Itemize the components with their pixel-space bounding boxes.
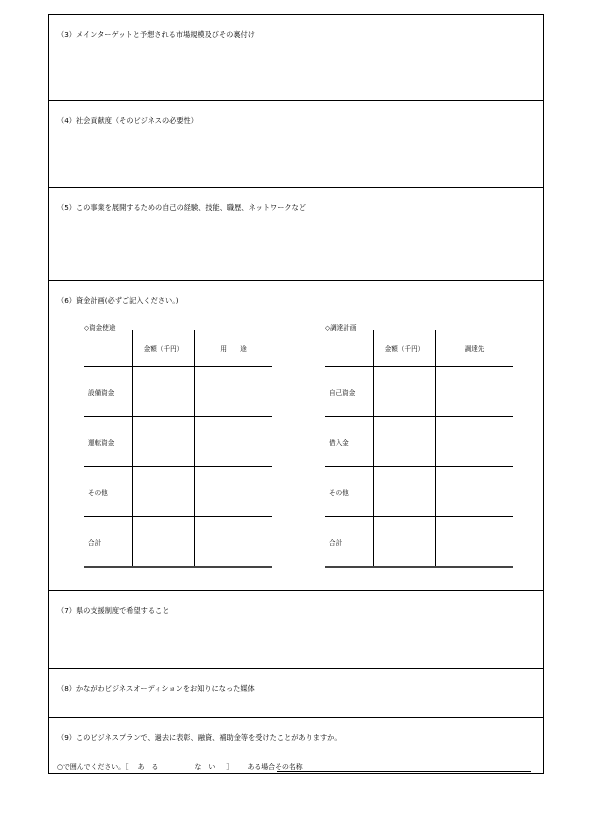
amount-cell[interactable] (133, 467, 195, 517)
section-experience (49, 188, 543, 281)
award-name-label: ある場合その名称 (247, 763, 303, 771)
section-heading: （3）メインターゲットと予想される市場規模及びその裏付け (57, 30, 255, 39)
section-heading: （9）このビジネスプランで、過去に表彰、融資、補助金等を受けたことがありますか。 (57, 733, 342, 742)
business-plan-form (48, 14, 544, 774)
amount-cell[interactable] (374, 417, 436, 467)
purpose-cell[interactable] (195, 517, 273, 568)
bracket-close: ］ (226, 763, 234, 771)
table-header-row (84, 330, 272, 367)
amount-cell[interactable] (374, 467, 436, 517)
table-row (325, 467, 513, 517)
option-no[interactable]: な い (194, 763, 216, 771)
row-label: 自己資金 (325, 367, 374, 417)
sources-caption: ◇調達計画 (325, 324, 357, 332)
table-row (325, 517, 513, 568)
table-row (84, 367, 272, 417)
purpose-cell[interactable] (195, 367, 273, 417)
section-media (49, 669, 543, 718)
section-past-awards (49, 718, 543, 775)
section-social-contribution (49, 101, 543, 188)
purpose-cell[interactable] (195, 417, 273, 467)
amount-cell[interactable] (133, 417, 195, 467)
fund-uses-table (84, 330, 272, 568)
purpose-header: 用 途 (195, 330, 273, 367)
section-heading: （4）社会貢献度（そのビジネスの必要性） (57, 116, 198, 125)
table-header-row (325, 330, 513, 367)
instruction-text: ○で囲んでください。［ (57, 763, 129, 771)
row-label: 合計 (84, 517, 133, 568)
amount-header: 金額（千円） (133, 330, 195, 367)
uses-caption: ◇資金使途 (84, 324, 116, 332)
row-label: その他 (84, 467, 133, 517)
answer-line (57, 761, 303, 771)
section-heading: （7）県の支援制度で希望すること (57, 606, 170, 615)
table-header-cell (84, 330, 133, 367)
section-market (49, 15, 543, 101)
source-cell[interactable] (436, 467, 514, 517)
amount-cell[interactable] (374, 517, 436, 568)
source-cell[interactable] (436, 417, 514, 467)
amount-cell[interactable] (133, 517, 195, 568)
source-cell[interactable] (436, 517, 514, 568)
amount-header: 金額（千円） (374, 330, 436, 367)
table-header-cell (325, 330, 374, 367)
table-row (84, 467, 272, 517)
award-name-field[interactable] (277, 771, 531, 772)
section-heading: （8）かながわビジネスオーディションをお知りになった媒体 (57, 684, 255, 693)
table-row (84, 517, 272, 568)
row-label: 設備資金 (84, 367, 133, 417)
row-label: 運転資金 (84, 417, 133, 467)
source-header: 調達先 (436, 330, 514, 367)
amount-cell[interactable] (374, 367, 436, 417)
table-row (325, 367, 513, 417)
section-funding-plan (49, 281, 543, 591)
section-support-wishes (49, 591, 543, 669)
option-yes[interactable]: あ る (137, 763, 159, 771)
purpose-cell[interactable] (195, 467, 273, 517)
table-row (325, 417, 513, 467)
table-row (84, 417, 272, 467)
source-cell[interactable] (436, 367, 514, 417)
row-label: その他 (325, 467, 374, 517)
amount-cell[interactable] (133, 367, 195, 417)
section-heading: （5）この事業を展開するための自己の経験、技能、職歴、ネットワークなど (57, 203, 306, 212)
row-label: 借入金 (325, 417, 374, 467)
row-label: 合計 (325, 517, 374, 568)
section-heading: （6）資金計画(必ずご記入ください。) (57, 296, 179, 305)
fund-sources-table (325, 330, 513, 568)
